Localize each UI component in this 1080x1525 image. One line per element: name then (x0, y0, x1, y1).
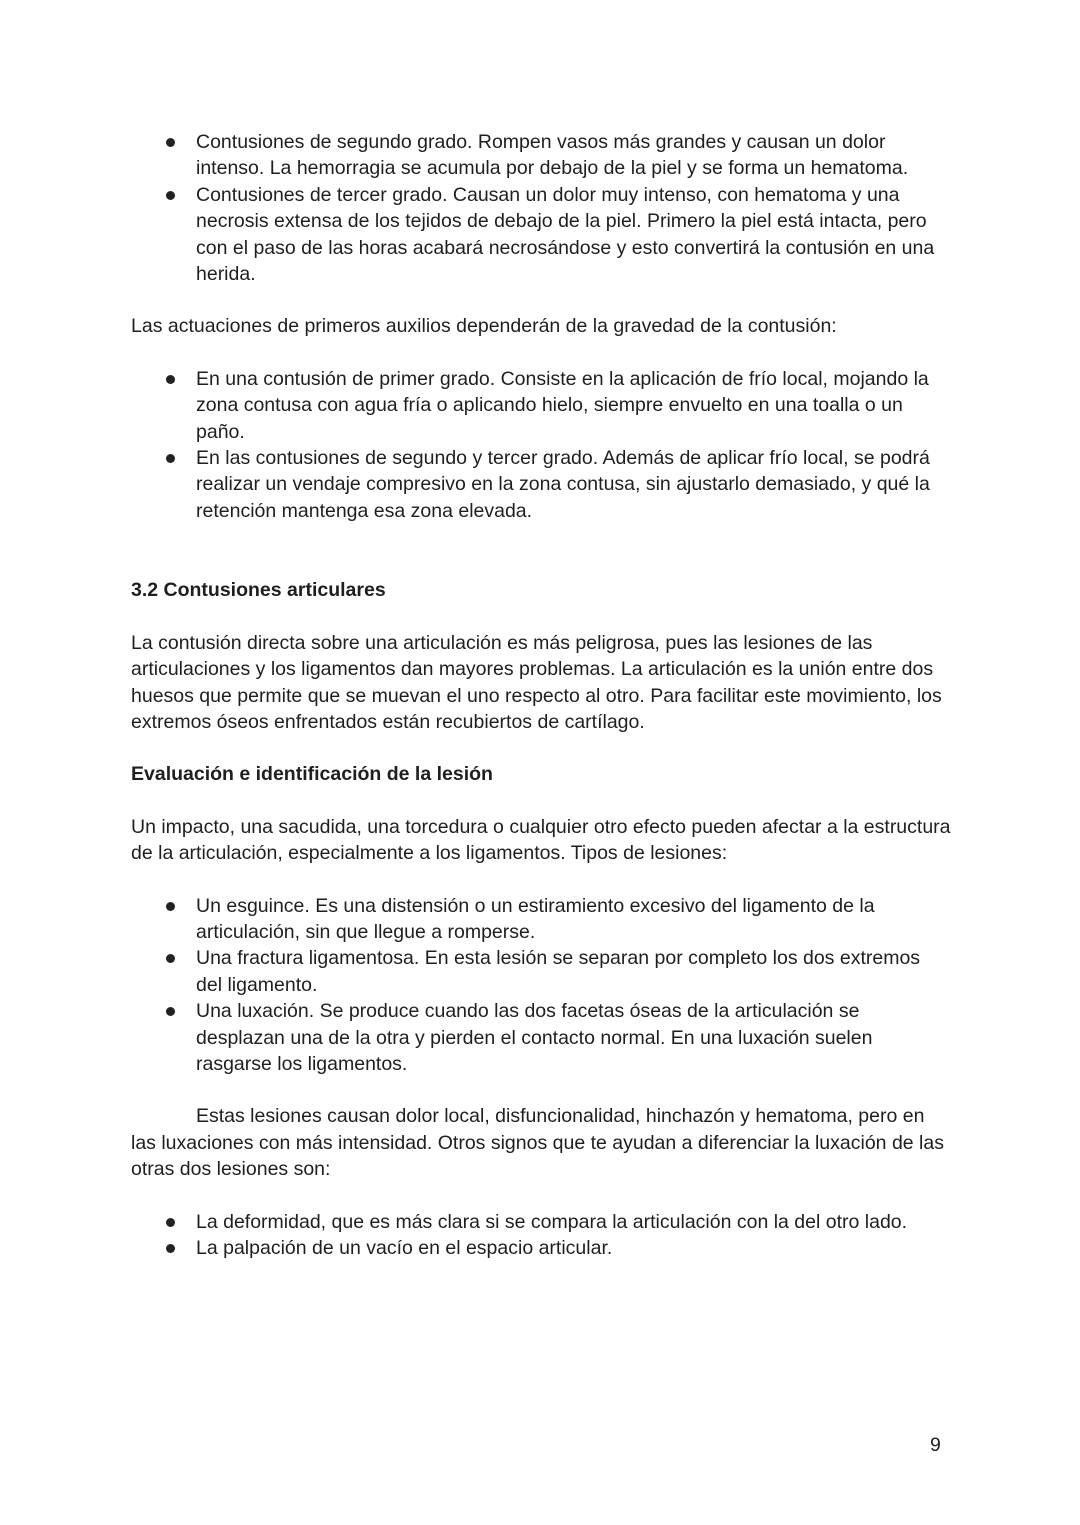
bullet-icon (166, 191, 175, 200)
document-body (131, 129, 951, 1261)
list-item-text: Contusiones de tercer grado. Causan un dolor muy intenso, con hematoma y una necrosis extensa de los tejidos de debajo de la piel. Primero la piel está intacta, pero con el paso de las horas acabará necrosándose y esto convertirá la contusión en una herida. (196, 183, 935, 286)
bullet-icon (166, 375, 175, 384)
bullet-icon (166, 902, 175, 911)
list-item (196, 182, 951, 288)
paragraph-symptoms: Estas lesiones causan dolor local, disfuncionalidad, hinchazón y hematoma, pero en las luxaciones con más intensidad. Otros signos que te ayudan a diferenciar la luxación de las otras dos lesiones son: (131, 1105, 944, 1181)
list-item (196, 445, 951, 524)
list-item (196, 1209, 951, 1235)
list-item (196, 945, 951, 998)
section-heading: 3.2 Contusiones articulares (131, 579, 386, 602)
page-number: 9 (930, 1434, 941, 1456)
bullet-icon (166, 1244, 175, 1253)
list-item (196, 1235, 951, 1261)
list-item-text: La palpación de un vacío en el espacio articular. (196, 1237, 613, 1259)
bullet-icon (166, 1007, 175, 1016)
bullet-icon (166, 138, 175, 147)
list-item-text: Un esguince. Es una distensión o un estiramiento excesivo del ligamento de la articulación, sin que llegue a romperse. (196, 894, 875, 943)
subheading: Evaluación e identificación de la lesión (131, 763, 493, 786)
list-item-text: En una contusión de primer grado. Consiste en la aplicación de frío local, mojando la zona contusa con agua fría o aplicando hielo, siempre envuelto en una toalla o un paño. (196, 367, 929, 443)
bullet-icon (166, 1218, 175, 1227)
list-item (196, 998, 951, 1077)
bullet-list-contusion-grades (131, 129, 951, 287)
paragraph-articular-contusion: La contusión directa sobre una articulación es más peligrosa, pues las lesiones de las articulaciones y los ligamentos dan mayores problemas. La articulación es la unión entre dos huesos que permite que se muevan el uno respecto al otro. Para facilitar este movimiento, los extremos óseos enfrentados están recubiertos de cartílago. (131, 631, 942, 733)
list-item-text: Contusiones de segundo grado. Rompen vasos más grandes y causan un dolor intenso. La hemorragia se acumula por debajo de la piel y se forma un hematoma. (196, 131, 909, 180)
list-item-text: Una fractura ligamentosa. En esta lesión se separan por completo los dos extremos del ligamento. (196, 947, 921, 996)
list-item (196, 366, 951, 445)
bullet-icon (166, 454, 175, 463)
paragraph-lesion-types-intro: Un impacto, una sacudida, una torcedura o cualquier otro efecto pueden afectar a la estructura de la articulación, especialmente a los ligamentos. Tipos de lesiones: (131, 815, 951, 865)
list-item (196, 129, 951, 182)
list-item-text: La deformidad, que es más clara si se compara la articulación con la del otro lado. (196, 1210, 908, 1233)
bullet-list-first-aid (131, 366, 951, 524)
bullet-list-luxation-signs (131, 1209, 951, 1262)
list-item-text: Una luxación. Se produce cuando las dos facetas óseas de la articulación se desplazan una de la otra y pierden el contacto normal. En una luxación suelen rasgarse los ligamentos. (196, 1000, 873, 1075)
paragraph-first-aid-intro: Las actuaciones de primeros auxilios dependerán de la gravedad de la contusión: (131, 315, 837, 338)
bullet-list-lesion-types (131, 893, 951, 1078)
bullet-icon (166, 954, 175, 963)
list-item (196, 893, 951, 946)
list-item-text: En las contusiones de segundo y tercer grado. Además de aplicar frío local, se podrá realizar un vendaje compresivo en la zona contusa, sin ajustarlo demasiado, y qué la retención mantenga esa zona elevada. (196, 447, 930, 522)
